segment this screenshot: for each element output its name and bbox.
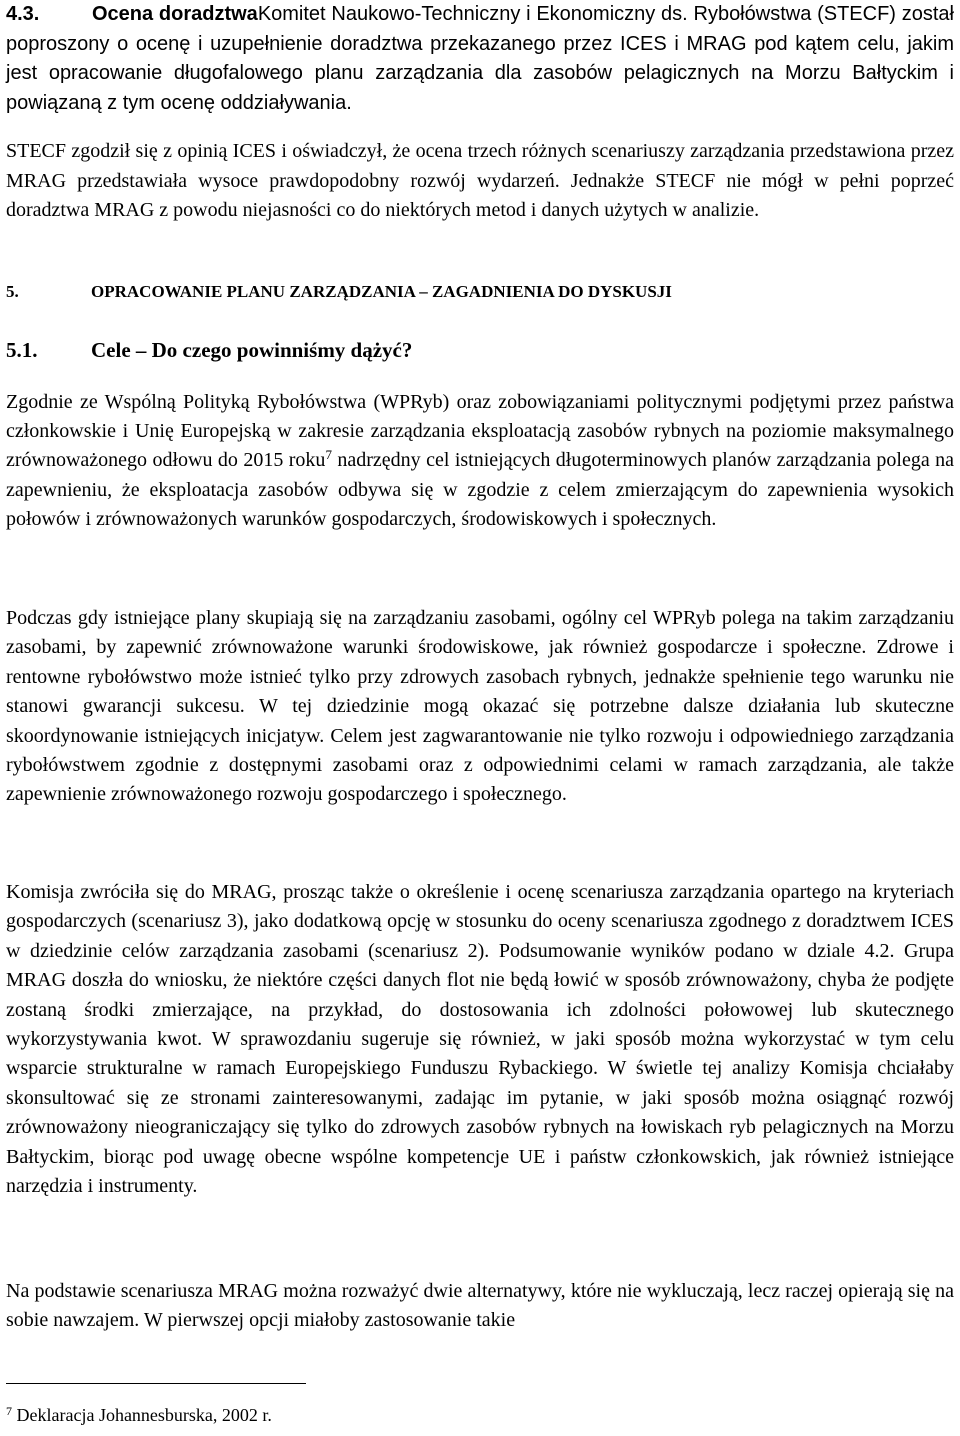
section-number: 4.3. [6, 3, 40, 25]
paragraph-plans: Podczas gdy istniejące plany skupiają się na zarządzaniu zasobami, ogólny cel WPRyb polega na takim zarządzaniu zasobami, by zapewnić zrównoważone warunki środowiskowe, jak również gospodarcze i społeczne. Zdrowe i rentowne rybołówstwo może istnieć tylko przy zdrowych zasobach rybnych, jednakże spełnienie tego warunku nie stanowi gwarancji sukcesu. W tej dziedzinie mogą okazać się potrzebne dalsze działania lub skuteczne skoordynowanie istniejących inicjatyw. Celem jest zagwarantowanie nie tylko rozwoju i odpowiedniego zarządzania rybołówstwem zgodnie z dostępnymi zasobami oraz z odpowiednimi celami w ramach zarządzania, ale także zapewnienie zrównoważonego rozwoju gospodarczego i społecznego. [6, 607, 954, 806]
section-title: OPRACOWANIE PLANU ZARZĄDZANIA – ZAGADNIENIA DO DYSKUSJI [91, 282, 672, 301]
section-text: Komitet Naukowo-Techniczny i Ekonomiczny ds. Rybołówstwa (STECF) został poproszony o ocenę i uzupełnienie doradztwa przekazanego przez ICES i MRAG pod kątem celu, jakim jest opracowanie długofalowego planu zarządzania dla zasobów pelagicznych na Morzu Bałtyckim i powiązaną z tym ocenę oddziaływania. [6, 3, 954, 114]
footnote-text: Deklaracja Johannesburska, 2002 r. [16, 1405, 272, 1425]
paragraph-goals [6, 388, 954, 534]
paragraph-alternatives: Na podstawie scenariusza MRAG można rozważyć dwie alternatywy, które nie wykluczają, lecz raczej opierają się na sobie nawzajem. W pierwszej opcji miałoby zastosowanie takie [6, 1280, 954, 1332]
footnote-reference[interactable]: 7 [325, 447, 332, 463]
section-5-heading [6, 282, 672, 302]
section-5-1-heading [6, 338, 412, 363]
section-title: Ocena doradztwa [92, 3, 258, 25]
section-number: 5. [6, 282, 19, 301]
section-4-3 [6, 0, 954, 118]
paragraph-text: Zgodnie ze Wspólną Polityką Rybołówstwa (WPRyb) oraz zobowiązaniami politycznymi podjętymi przez państwa członkowskie i Unię Europejską w zakresie zarządzania eksploatacją zasobów rybnych na poziomie maksymalnego zrównoważonego odłowu do 2015 roku [6, 391, 954, 472]
paragraph-commission: Komisja zwróciła się do MRAG, prosząc także o określenie i ocenę scenariusza zarządzania opartego na kryteriach gospodarczych (scenariusz 3), jako dodatkową opcję w stosunku do oceny scenariusza zgodnego z doradztwem ICES w dziedzinie celów zarządzania zasobami (scenariusz 2). Podsumowanie wyników podano w dziale 4.2. Grupa MRAG doszła do wniosku, że niektóre części danych flot nie będą łowić w sposób zrównoważony, chyba że podjęte zostaną środki zmierzające, na przykład, do dostosowania ich zdolności połowowej lub skutecznego wykorzystywania kwot. W sprawozdaniu sugeruje się również, w jaki sposób można wykorzystać w tym celu wsparcie strukturalne w ramach Europejskiego Funduszu Rybackiego. W świetle tej analizy Komisja chciałaby skonsultować się ze stronami zainteresowanymi, zadając im pytanie, w jaki sposób można osiągnąć rozwój zrównoważony nieograniczający się tylko do zdrowych zasobów rybnych na łowiskach ryb pelagicznych na Morzu Bałtyckim, biorąc pod uwagę obecne wspólne kompetencje UE i państw członkowskich, jak również istniejące narzędzia i instrumenty. [6, 881, 954, 1198]
footnote [6, 1405, 272, 1426]
section-number: 5.1. [6, 338, 38, 362]
footnote-separator [6, 1383, 306, 1384]
section-title: Cele – Do czego powinniśmy dążyć? [91, 338, 413, 362]
paragraph-stecf: STECF zgodził się z opinią ICES i oświadczył, że ocena trzech różnych scenariuszy zarządzania przedstawiona przez MRAG przedstawiała wysoce prawdopodobny rozwój wydarzeń. Jednakże STECF nie mógł w pełni poprzeć doradztwa MRAG z powodu niejasności co do niektórych metod i danych użytych w analizie. [6, 140, 954, 221]
paragraph-text: nadrzędny cel istniejących długoterminowych planów zarządzania polega na zapewnieniu, że eksploatacja zasobów odbywa się w zgodzie z celem zmierzającym do zapewnienia wysokich połowów i zrównoważonych warunków gospodarczych, środowiskowych i społecznych. [6, 449, 954, 530]
footnote-number: 7 [6, 1404, 12, 1418]
